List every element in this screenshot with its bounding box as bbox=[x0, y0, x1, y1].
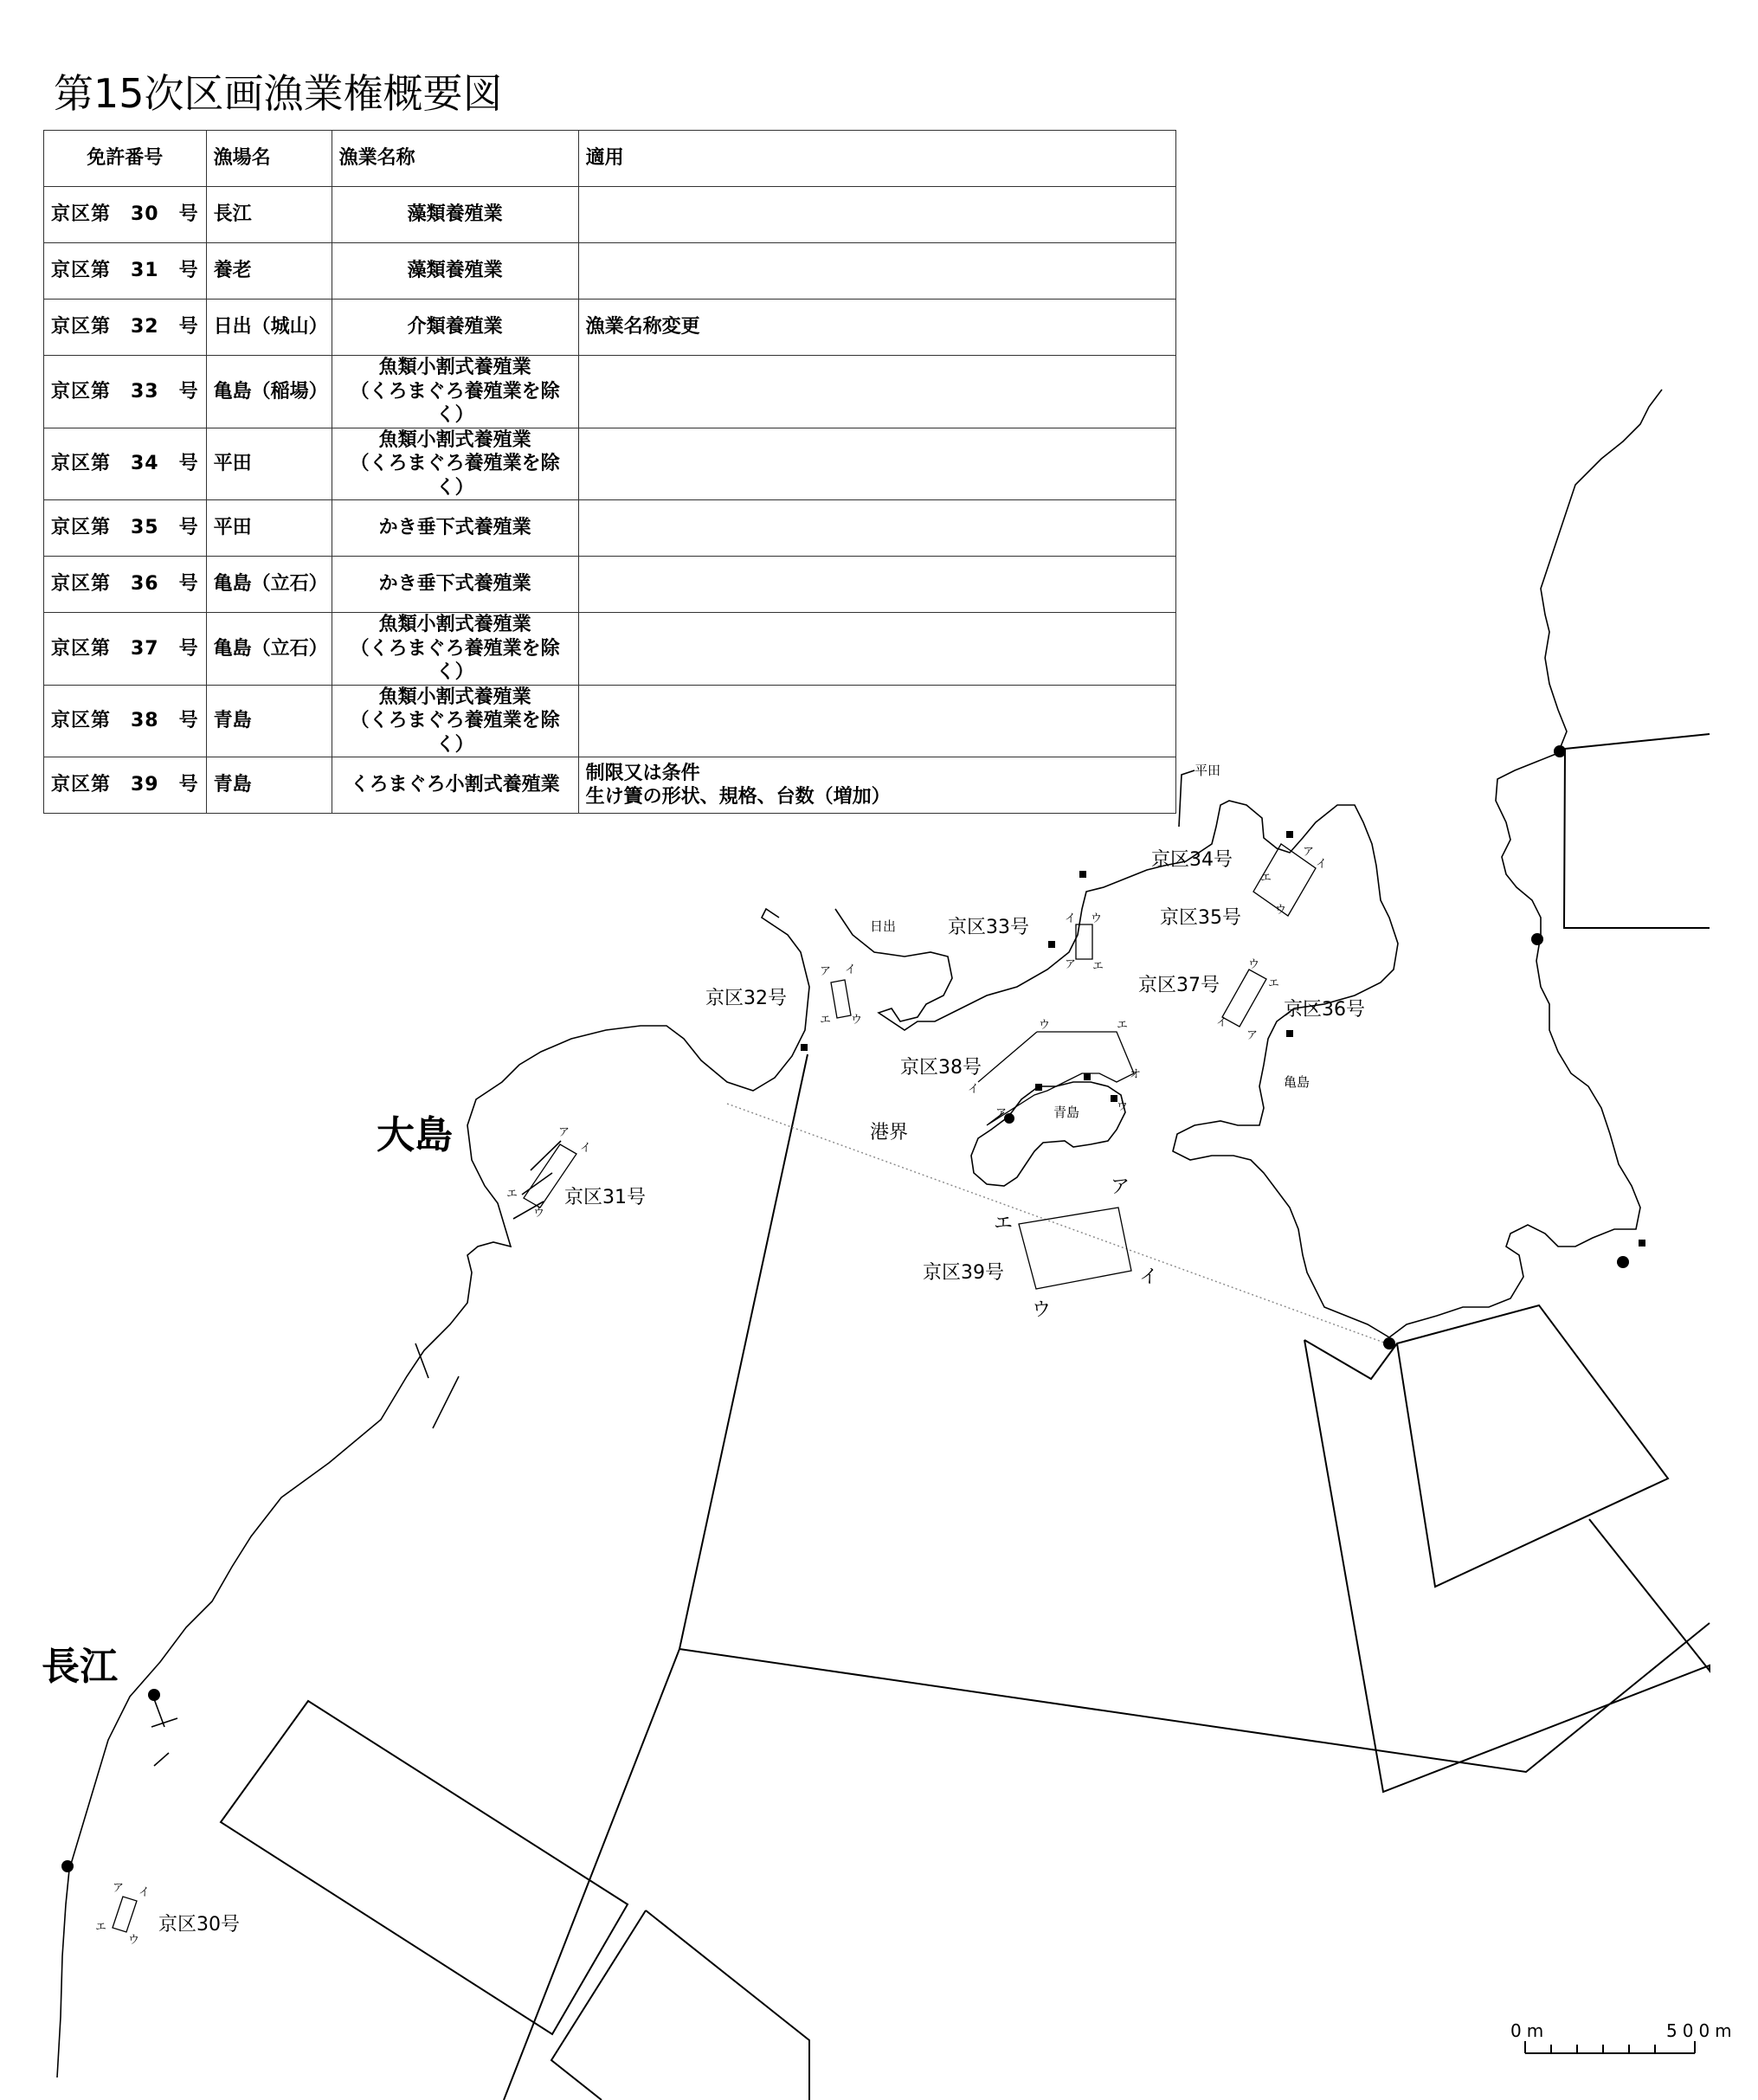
svg-text:オ: オ bbox=[1130, 1068, 1142, 1081]
svg-text:エ: エ bbox=[1268, 977, 1280, 990]
area-30-boundary bbox=[221, 1701, 628, 2034]
license-number: 京区第 31 号 bbox=[44, 243, 207, 300]
header-license-number: 免許番号 bbox=[44, 131, 207, 187]
svg-text:ウ: ウ bbox=[1275, 904, 1287, 917]
svg-text:エ: エ bbox=[506, 1188, 518, 1201]
place-kameshima: 亀島 bbox=[1284, 1074, 1310, 1090]
svg-text:ウ: ウ bbox=[851, 1014, 863, 1027]
svg-text:イ: イ bbox=[580, 1142, 592, 1155]
svg-text:ア: ア bbox=[1065, 958, 1077, 971]
fishery-name: 魚類小割式養殖業 （くろまぐろ養殖業を除く） bbox=[332, 613, 578, 686]
fishery-name: 藻類養殖業 bbox=[332, 187, 578, 243]
scale-end-label: 500m bbox=[1666, 2020, 1737, 2041]
fishing-ground: 養老 bbox=[206, 243, 332, 300]
scale-bar bbox=[1510, 2020, 1737, 2053]
fishery-name: 介類養殖業 bbox=[332, 300, 578, 356]
license-number: 京区第 35 号 bbox=[44, 500, 207, 557]
svg-text:エ: エ bbox=[994, 1213, 1014, 1234]
aoshima-island bbox=[971, 1082, 1125, 1186]
svg-text:イ: イ bbox=[968, 1083, 980, 1096]
label-k33: 京区33号 bbox=[948, 917, 1029, 938]
label-k39: 京区39号 bbox=[923, 1262, 1004, 1284]
hirata-jetty bbox=[1179, 770, 1195, 827]
svg-text:イ: イ bbox=[845, 963, 857, 976]
label-k37: 京区37号 bbox=[1138, 975, 1220, 996]
area-37-plot bbox=[1222, 969, 1266, 1027]
fishery-name: 魚類小割式養殖業 （くろまぐろ養殖業を除く） bbox=[332, 685, 578, 757]
fishing-ground: 平田 bbox=[206, 428, 332, 500]
fishery-name: かき垂下式養殖業 bbox=[332, 557, 578, 613]
license-number: 京区第 37 号 bbox=[44, 613, 207, 686]
area-37-boundary bbox=[1304, 1340, 1710, 1792]
svg-text:ウ: ウ bbox=[128, 1934, 140, 1947]
svg-text:ア: ア bbox=[558, 1126, 570, 1139]
svg-text:ア: ア bbox=[1111, 1176, 1130, 1198]
fishing-ground: 亀島（立石） bbox=[206, 557, 332, 613]
label-k31: 京区31号 bbox=[564, 1187, 646, 1208]
label-k36: 京区36号 bbox=[1284, 999, 1365, 1021]
fishery-name: 藻類養殖業 bbox=[332, 243, 578, 300]
place-hirata: 平田 bbox=[1195, 763, 1221, 778]
area-39-plot bbox=[1019, 1208, 1131, 1289]
label-k35: 京区35号 bbox=[1160, 907, 1241, 929]
svg-text:ウ: ウ bbox=[1039, 1019, 1051, 1032]
svg-text:イ: イ bbox=[1316, 858, 1328, 871]
svg-text:イ: イ bbox=[1065, 912, 1077, 925]
license-number: 京区第 32 号 bbox=[44, 300, 207, 356]
svg-text:エ: エ bbox=[1117, 1019, 1129, 1032]
svg-text:エ: エ bbox=[820, 1014, 832, 1027]
area-32-plot bbox=[831, 980, 851, 1018]
area-36-boundary bbox=[1397, 1305, 1668, 1587]
label-k34: 京区34号 bbox=[1151, 849, 1233, 871]
svg-text:イ: イ bbox=[138, 1886, 151, 1899]
area-30-south-boundary bbox=[551, 1910, 809, 2100]
place-nagae: 長江 bbox=[42, 1645, 118, 1689]
header-fishing-ground: 漁場名 bbox=[206, 131, 332, 187]
area-32-boundary bbox=[504, 1054, 808, 2100]
svg-text:ウ: ウ bbox=[1248, 958, 1260, 971]
application-note: 制限又は条件 生け簀の形状、規格、台数（増加） bbox=[578, 757, 1175, 814]
fishery-name: かき垂下式養殖業 bbox=[332, 500, 578, 557]
header-application: 適用 bbox=[578, 131, 1175, 187]
place-hiji: 日出 bbox=[870, 918, 897, 934]
license-number: 京区第 33 号 bbox=[44, 356, 207, 428]
svg-text:ウ: ウ bbox=[1032, 1299, 1052, 1321]
license-number: 京区第 38 号 bbox=[44, 685, 207, 757]
fishery-name: くろまぐろ小割式養殖業 bbox=[332, 757, 578, 814]
fishing-ground: 青島 bbox=[206, 757, 332, 814]
map-title: 第15次区画漁業権概要図 bbox=[54, 70, 503, 117]
fishing-ground: 日出（城山） bbox=[206, 300, 332, 356]
svg-text:エ: エ bbox=[1092, 960, 1104, 973]
svg-text:エ: エ bbox=[95, 1921, 107, 1934]
license-number: 京区第 34 号 bbox=[44, 428, 207, 500]
fishing-ground: 平田 bbox=[206, 500, 332, 557]
fishing-ground: 青島 bbox=[206, 685, 332, 757]
area-39-boundary bbox=[679, 1623, 1710, 1772]
application-note: 漁業名称変更 bbox=[578, 300, 1175, 356]
license-number: 京区第 39 号 bbox=[44, 757, 207, 814]
fishing-ground: 亀島（立石） bbox=[206, 613, 332, 686]
survey-markers bbox=[61, 745, 1645, 1872]
breakwater bbox=[151, 1141, 561, 1766]
svg-text:ア: ア bbox=[1303, 846, 1315, 859]
fishery-name: 魚類小割式養殖業 （くろまぐろ養殖業を除く） bbox=[332, 356, 578, 428]
svg-text:イ: イ bbox=[1139, 1266, 1159, 1288]
license-number: 京区第 36 号 bbox=[44, 557, 207, 613]
label-k30: 京区30号 bbox=[158, 1914, 240, 1936]
fishing-ground: 長江 bbox=[206, 187, 332, 243]
scale-start-label: 0m bbox=[1510, 2020, 1549, 2041]
corner-marks bbox=[95, 846, 1327, 1947]
fishing-ground: 亀島（稲場） bbox=[206, 356, 332, 428]
place-aoshima: 青島 bbox=[1053, 1105, 1080, 1120]
svg-text:エ: エ bbox=[1260, 872, 1272, 885]
svg-text:イ: イ bbox=[1216, 1016, 1228, 1029]
svg-text:ア: ア bbox=[1246, 1029, 1259, 1042]
area-north-boundary bbox=[1564, 734, 1710, 928]
label-k38: 京区38号 bbox=[900, 1057, 982, 1079]
svg-text:ア: ア bbox=[995, 1107, 1008, 1120]
svg-text:ウ: ウ bbox=[1091, 912, 1103, 925]
area-30-plot bbox=[113, 1897, 137, 1932]
svg-text:ウ: ウ bbox=[533, 1207, 545, 1220]
svg-text:ア: ア bbox=[820, 965, 832, 978]
license-number: 京区第 30 号 bbox=[44, 187, 207, 243]
place-oshima: 大島 bbox=[377, 1113, 453, 1157]
svg-text:ア: ア bbox=[113, 1882, 125, 1895]
header-fishery-name: 漁業名称 bbox=[332, 131, 578, 187]
label-k32: 京区32号 bbox=[705, 988, 787, 1009]
fishery-name: 魚類小割式養殖業 （くろまぐろ養殖業を除く） bbox=[332, 428, 578, 500]
west-coastline bbox=[57, 909, 809, 2077]
harbor-boundary-line bbox=[727, 1104, 1394, 1346]
east-coastline bbox=[1389, 390, 1662, 1337]
svg-text:ウ: ウ bbox=[1117, 1100, 1129, 1113]
harbor-boundary-label: 港界 bbox=[870, 1122, 909, 1143]
